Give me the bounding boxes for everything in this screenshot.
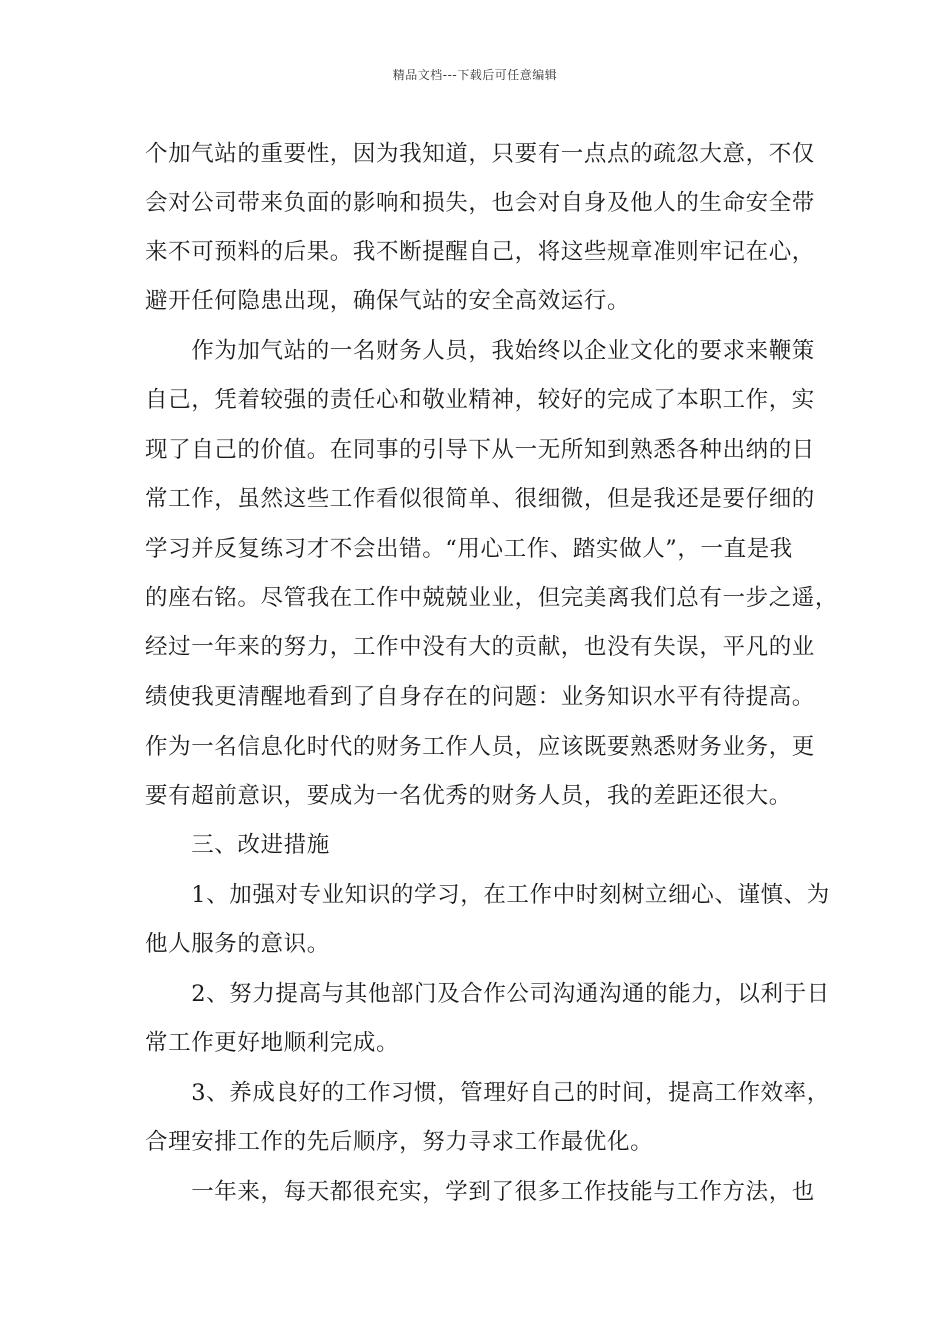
text-line: 来不可预料的后果。我不断提醒自己，将这些规章准则牢记在心， — [145, 239, 815, 265]
text-line: 学习并反复练习才不会出错。“用心工作、踏实做人”，一直是我 — [145, 536, 793, 562]
text-line: 的座右铭。尽管我在工作中兢兢业业，但完美离我们总有一步之遥， — [145, 585, 839, 611]
text-line: 自己，凭着较强的责任心和敬业精神，较好的完成了本职工作，实 — [145, 387, 815, 413]
text-line: 他人服务的意识。 — [145, 931, 330, 957]
text-line: 1、加强对专业知识的学习，在工作中时刻树立细心、谨慎、为 — [145, 882, 830, 908]
section-heading: 三、改进措施 — [145, 832, 330, 858]
text-line: 3、养成良好的工作习惯，管理好自己的时间，提高工作效率， — [145, 1080, 830, 1106]
text-line: 常工作更好地顺利完成。 — [145, 1030, 400, 1056]
text-line: 要有超前意识，要成为一名优秀的财务人员，我的差距还很大。 — [145, 783, 792, 809]
text-line: 常工作，虽然这些工作看似很简单、很细微，但是我还是要仔细的 — [145, 486, 815, 512]
text-line: 避开任何隐患出现，确保气站的安全高效运行。 — [145, 288, 631, 314]
text-line: 经过一年来的努力，工作中没有大的贡献，也没有失误，平凡的业 — [145, 634, 815, 660]
text-line: 绩使我更清醒地看到了自身存在的问题：业务知识水平有待提高。 — [145, 684, 815, 710]
text-line: 合理安排工作的先后顺序，努力寻求工作最优化。 — [145, 1129, 654, 1155]
text-line: 作为加气站的一名财务人员，我始终以企业文化的要求来鞭策 — [145, 338, 815, 364]
text-line: 会对公司带来负面的影响和损失，也会对自身及他人的生命安全带 — [145, 190, 815, 216]
text-line: 现了自己的价值。在同事的引导下从一无所知到熟悉各种出纳的日 — [145, 437, 815, 463]
text-line: 作为一名信息化时代的财务工作人员，应该既要熟悉财务业务，更 — [145, 734, 815, 760]
text-line: 一年来，每天都很充实，学到了很多工作技能与工作方法，也 — [145, 1179, 815, 1205]
page-header: 精品文档---下载后可任意编辑 — [392, 68, 558, 82]
text-line: 2、努力提高与其他部门及合作公司沟通沟通的能力，以利于日 — [145, 981, 830, 1007]
text-line: 个加气站的重要性，因为我知道，只要有一点点的疏忽大意，不仅 — [145, 141, 815, 167]
